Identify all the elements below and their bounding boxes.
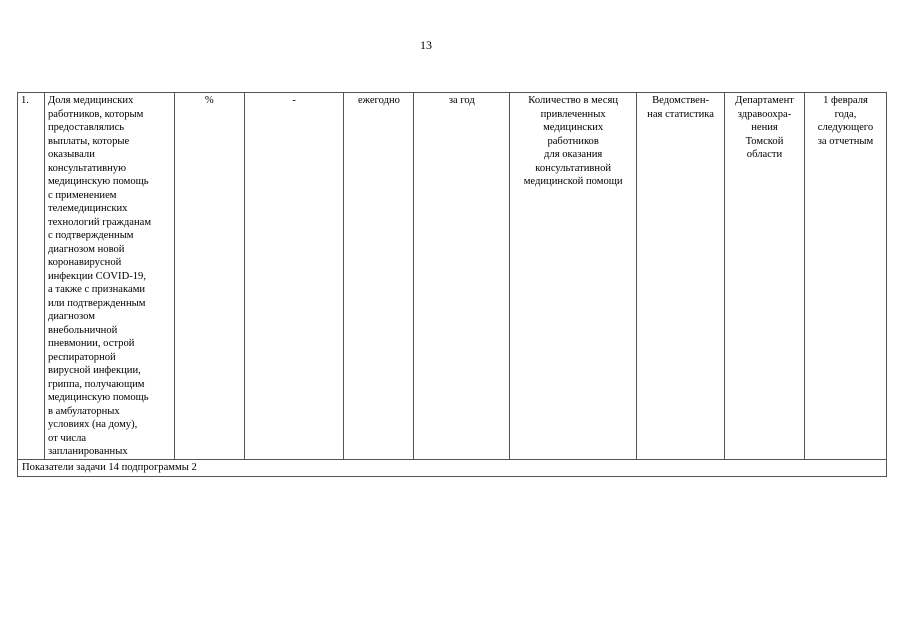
responsible-cell: Департамент здравоохра- нения Томской области — [725, 93, 805, 460]
period-cell: за год — [414, 93, 510, 460]
table-row — [18, 93, 887, 460]
indicators-table — [17, 92, 887, 477]
indicator-name: Доля медицинских работников, которым предоставлялись выплаты, которые оказывали консультативную медицинскую помощь с применением телемедицинских технологий гражданам с подтвержденным диагнозом новой коронавирусной инфекции COVID-19, а также с признаками или подтвержденным диагнозом внебольничной пневмонии, острой респираторной вирусной инфекции, гриппа, получающим медицинскую помощь в амбулаторных условиях (на дому), от числа запланированных — [44, 93, 174, 460]
value-cell: - — [244, 93, 344, 460]
page-number: 13 — [420, 38, 432, 52]
unit-cell: % — [174, 93, 244, 460]
section-header-row — [18, 459, 887, 476]
deadline-cell: 1 февраля года, следующего за отчетным — [804, 93, 886, 460]
calculation-method-cell: Количество в месяц привлеченных медицинских работников для оказания консультативной медицинской помощи — [510, 93, 637, 460]
periodicity-cell: ежегодно — [344, 93, 414, 460]
data-source-cell: Ведомствен- ная статистика — [637, 93, 725, 460]
section-title: Показатели задачи 14 подпрограммы 2 — [18, 459, 887, 476]
row-number: 1. — [18, 93, 45, 460]
